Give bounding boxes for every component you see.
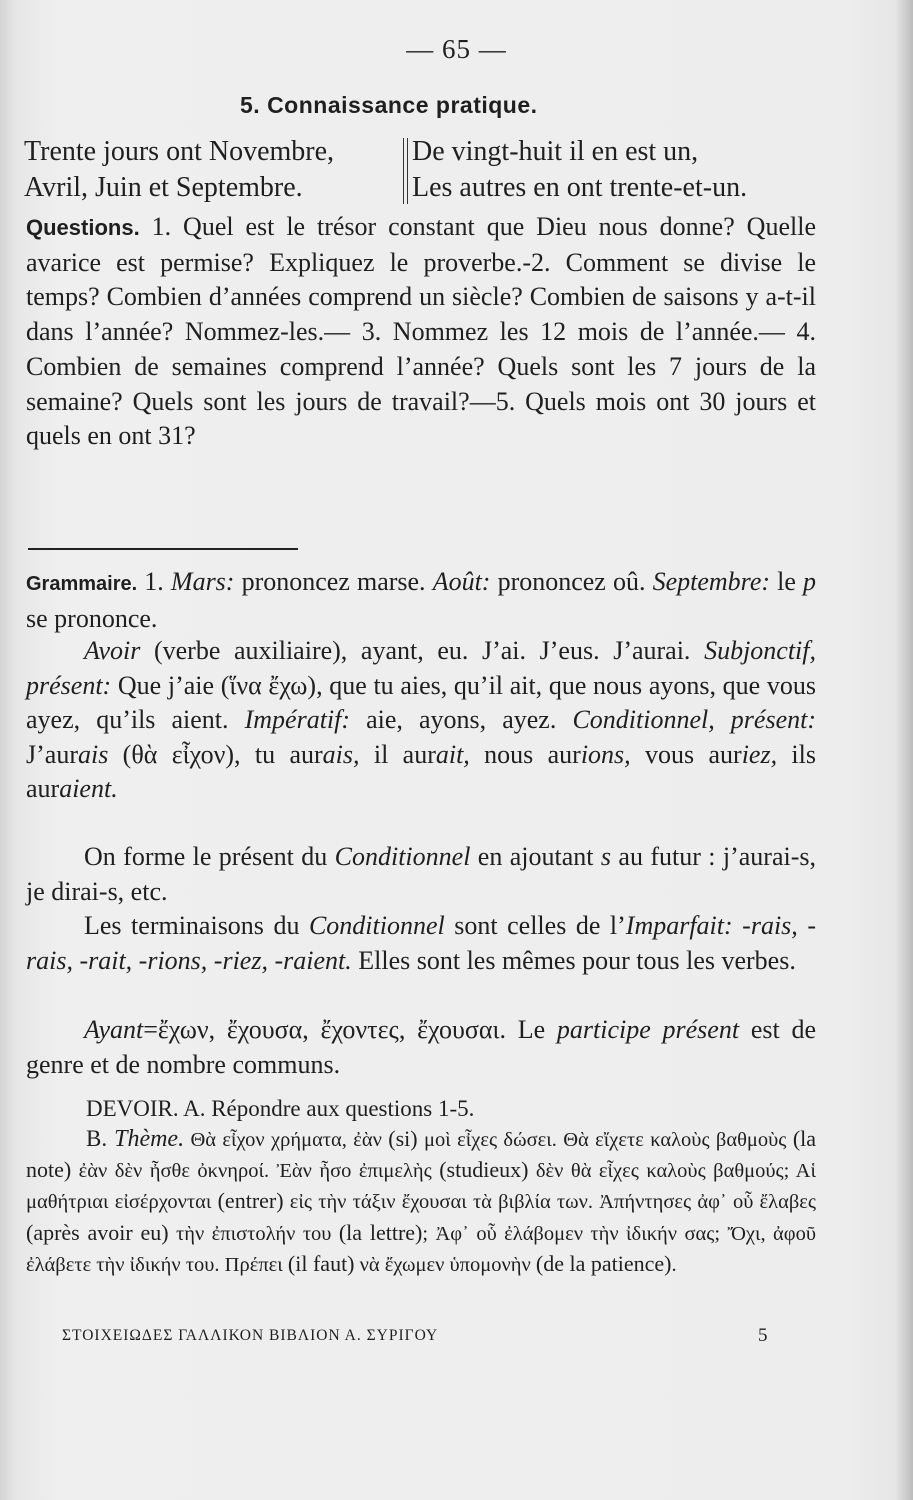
term-aout: Août: [432, 567, 491, 596]
text-span: au futur : j’aurai-s, je dirai-s, etc. [26, 842, 816, 906]
section-divider [28, 548, 298, 550]
term-septembre: Septembre: [652, 567, 771, 596]
page-number: — 65 — [406, 34, 507, 64]
text-span: Les terminaisons du [84, 911, 309, 940]
french-gloss: (entrer) [217, 1188, 284, 1214]
text-span: B. [86, 1126, 115, 1151]
greek-text: εἰς τὴν τάξιν ἔχουσαι τὰ βιβλία των. Ἀπήντησες ἀφ᾿ οὗ ἔλαβες [283, 1191, 816, 1214]
text-span: prononcez marse. [234, 567, 433, 596]
text-span: nous aur [469, 739, 581, 769]
grammaire-p2 [26, 634, 816, 807]
devoir-line: DEVOIR. A. Répondre aux questions 1-5. [86, 1096, 475, 1121]
french-gloss: (la lettre) [338, 1219, 423, 1245]
term-subjonctif: Subjonctif, présent: [26, 636, 816, 700]
grammaire-p3 [26, 840, 816, 909]
term-ayant: Ayant [84, 1015, 144, 1044]
ending: aient. [59, 774, 118, 803]
text-span: aie, ayons, ayez. [350, 705, 573, 734]
poem-right [412, 134, 822, 206]
ending: iez, [741, 739, 778, 769]
ending: ais [77, 739, 109, 769]
ending: ait, [435, 739, 470, 769]
theme-label: Thème. [114, 1126, 185, 1152]
questions-label: Questions. [26, 215, 140, 240]
devoir-theme [26, 1124, 816, 1280]
text-span: le [770, 567, 804, 596]
french-gloss: (après avoir eu) [26, 1219, 169, 1245]
grammaire-p4 [26, 909, 816, 978]
poem-left [24, 134, 404, 206]
text-span: On forme le présent du [84, 842, 335, 871]
greek-text: . [671, 1253, 677, 1276]
greek-text: Θὰ εἶχον χρήματα, ἐὰν [184, 1129, 389, 1151]
term-conditionnel: Conditionnel [334, 842, 471, 871]
ending: ions, [580, 739, 631, 769]
text-span: vous aur [630, 739, 742, 769]
poem-divider [403, 138, 408, 204]
grammaire-p1 [26, 565, 816, 636]
poem-right-line-1: De vingt-huit il en est un, [412, 136, 699, 167]
footer-signature: ΣΤΟΙΧΕΙΩΔΕΣ ΓΑΛΛΙΚΟΝ ΒΙΒΛΙΟΝ Α. ΣΥΡΙΓΟΥ [62, 1327, 439, 1344]
french-gloss: (il faut) [287, 1250, 355, 1276]
greek-text: ; Ἀφ᾿ οὗ ἐλάβομεν τὴν ἰδικήν σας; Ὄχι, ἀφοῦ ἐλάβετε τὴν ἰδικήν του. Πρέπει [26, 1222, 816, 1276]
term-s: s [600, 842, 612, 871]
poem-left-line-2: Avril, Juin et Septembre. [24, 172, 303, 203]
greek-text: ἐὰν δὲν ἦσθε ὀκνηροί. Ἐὰν ἦσο ἐπιμελὴς [71, 1160, 440, 1183]
text-span: se prononce. [26, 603, 158, 633]
text-span: sont celles de l’ [444, 911, 626, 940]
text-span: (verbe auxiliaire), ayant, eu. J’ai. J’eus. J’aurai. [140, 636, 705, 665]
text-span: (θὰ εἶχον), tu aur [108, 739, 323, 769]
questions-paragraph [26, 210, 816, 454]
text-span: est de genre et de nombre communs. [26, 1015, 816, 1079]
term-avoir: Avoir [84, 636, 141, 665]
questions-text: 1. Quel est le trésor constant que Dieu nous donne? Quelle avarice est permise? Expliquez le proverbe.-2. Comment se divise le temps? Combien d’années comprend un siècle? Combien de saisons y a-t-il dans l’année? Nommez-les.— 3. Nommez les 12 mois de l’année.— 4. Combien de semaines comprend l’année? Quels sont les 7 jours de la semaine? Quels sont les jours de travail?—5. Quels mois ont 30 jours et quels en ont 31? [26, 212, 816, 451]
text-span: J’aur [26, 739, 78, 769]
greek-text: μοὶ εἶχες δώσει. Θὰ εἴχετε καλοὺς βαθμοὺς [417, 1129, 793, 1151]
term-participe-present: participe présent [556, 1015, 740, 1044]
term-p: p [803, 567, 817, 596]
grammaire-p5 [26, 1013, 816, 1082]
french-gloss: (si) [388, 1126, 418, 1151]
term-mars: Mars: [170, 567, 235, 596]
text-span: prononcez oû. [490, 567, 653, 596]
poem-right-line-2: Les autres en ont trente-et-un. [412, 172, 748, 203]
greek-text: τὴν ἐπιστολήν του [168, 1222, 339, 1245]
text-span: il aur [359, 739, 436, 769]
text-span: en ajoutant [470, 842, 601, 871]
text-span: =ἔχων, ἔχουσα, ἔχοντες, ἔχουσαι. Le [143, 1015, 557, 1044]
footer-sheet-number: 5 [758, 1325, 768, 1346]
grammaire-label: Grammaire. [26, 573, 138, 595]
term-imperatif: Impératif: [244, 705, 351, 734]
greek-text: δὲν θὰ εἶχες καλοὺς βαθμούς; Αἱ μαθήτριαι εἰσέρχονται [26, 1160, 817, 1214]
text-span: 1. [137, 567, 171, 596]
french-gloss: (studieux) [439, 1157, 529, 1183]
text-span: Elles sont les mêmes pour tous les verbes. [351, 945, 796, 975]
term-imparfait: Imparfait: -rais, -rais, -rait, -rions, -riez, -raient. [26, 911, 816, 975]
text-span: ils aur [26, 739, 816, 803]
text-span: Que j’aie (ἵνα ἔχω), que tu aies, qu’il ait, que nous ayons, que vous ayez, qu’ils aient. [26, 670, 816, 734]
term-conditionnel: Conditionnel [308, 911, 445, 940]
ending: ais, [322, 739, 360, 769]
french-gloss: (de la patience) [535, 1250, 672, 1276]
french-gloss: (la note) [26, 1126, 817, 1183]
poem-left-line-1: Trente jours ont Novembre, [24, 136, 335, 167]
greek-text: νὰ ἔχωμεν ὑπομονὴν [354, 1253, 536, 1276]
section-title: 5. Connaissance pratique. [240, 92, 538, 118]
term-conditionnel: Conditionnel, présent: [572, 705, 816, 734]
